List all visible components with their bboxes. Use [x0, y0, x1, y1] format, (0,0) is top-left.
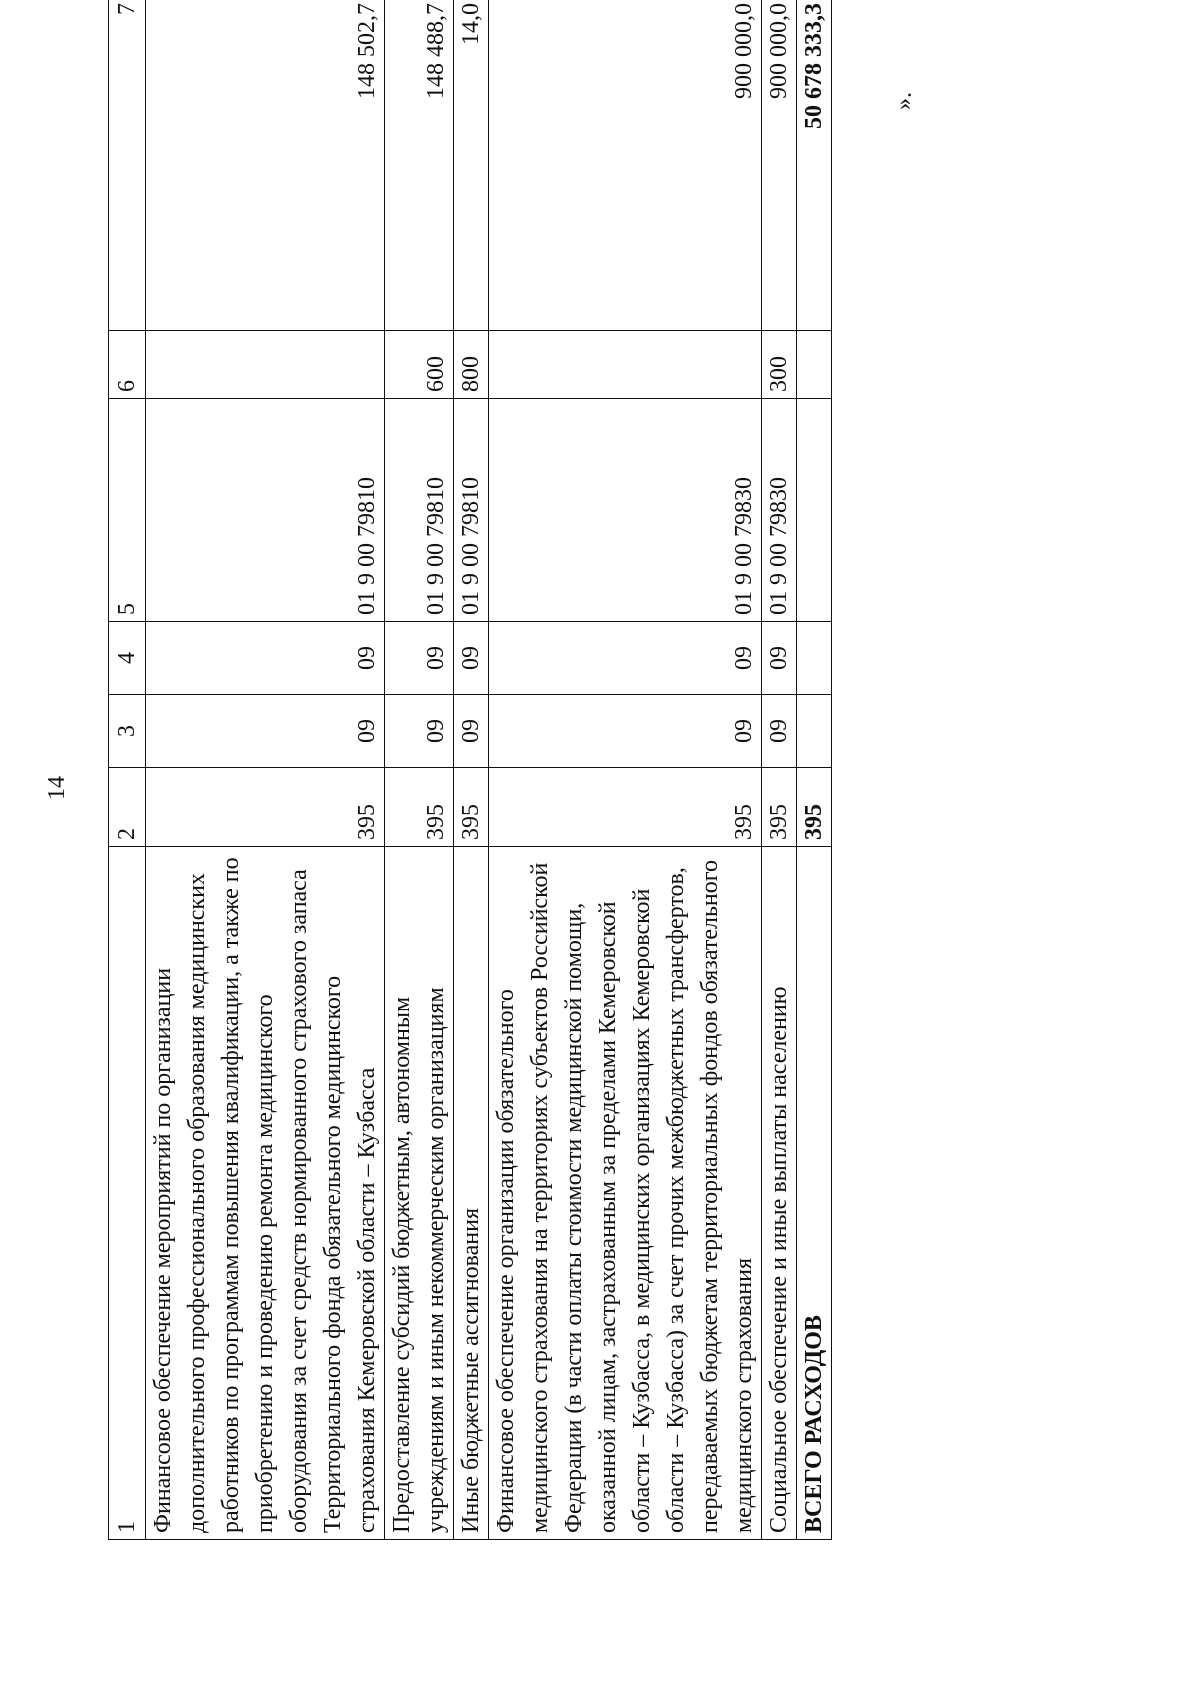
table-row: [489, 0, 762, 1540]
budget-table: [108, 0, 832, 1540]
row-col-2: 395: [454, 768, 489, 847]
row-name: Социальное обеспечение и иные выплаты населению: [762, 847, 797, 1540]
row-col-5: 01 9 00 79810: [146, 399, 385, 622]
header-col-4: 4: [109, 622, 146, 695]
row-col-7: 900 000,0: [762, 0, 797, 331]
row-col-6: 300: [762, 331, 797, 399]
header-col-7: 7: [109, 0, 146, 331]
row-col-7: 148 488,7: [385, 0, 454, 331]
row-name: Иные бюджетные ассигнования: [454, 847, 489, 1540]
header-col-1: 1: [109, 847, 146, 1540]
row-col-2: 395: [146, 768, 385, 847]
row-col-4: 09: [385, 622, 454, 695]
row-name: Финансовое обеспечение мероприятий по организации дополнительного профессионального образования медицинских работников по программам повышения квалификации, а также по приобретению и проведению ремонта медицинского оборудования за счет средств нормированного страхового запаса Территориального фонда обязательного медицинского страхования Кемеровской области – Кузбасса: [146, 847, 385, 1540]
row-col-2: 395: [762, 768, 797, 847]
header-col-3: 3: [109, 695, 146, 768]
header-col-6: 6: [109, 331, 146, 399]
header-col-5: 5: [109, 399, 146, 622]
row-col-7: 900 000,0: [489, 0, 762, 331]
row-col-2: 395: [489, 768, 762, 847]
row-col-4: 09: [454, 622, 489, 695]
total-amount: 50 678 333,3: [797, 0, 832, 331]
row-name: Предоставление субсидий бюджетным, автономным учреждениям и иным некоммерческим организациям: [385, 847, 454, 1540]
closing-quote-mark: ».: [891, 92, 917, 110]
budget-table-wrapper: [108, 3, 878, 1540]
row-col-3: 09: [489, 695, 762, 768]
row-col-6: 800: [454, 331, 489, 399]
total-col-5: [797, 399, 832, 622]
row-col-3: 09: [146, 695, 385, 768]
row-col-3: 09: [454, 695, 489, 768]
total-row: [797, 0, 832, 1540]
row-col-4: 09: [762, 622, 797, 695]
table-row: [146, 0, 385, 1540]
page-number: 14: [44, 776, 70, 800]
row-col-6: [489, 331, 762, 399]
row-col-4: 09: [146, 622, 385, 695]
total-col-6: [797, 331, 832, 399]
total-label: ВСЕГО РАСХОДОВ: [797, 847, 832, 1540]
row-name: Финансовое обеспечение организации обязательного медицинского страхования на территориях субъектов Российской Федерации (в части оплаты стоимости медицинской помощи, оказанной лицам, застрахованным за пределами Кемеровской области – Кузбасса, в медицинских организациях Кемеровской области – Кузбасса) за счет прочих межбюджетных трансфертов, передаваемых бюджетам территориальных фондов обязательного медицинского страхования: [489, 847, 762, 1540]
row-col-6: 600: [385, 331, 454, 399]
row-col-7: 148 502,7: [146, 0, 385, 331]
total-col-3: [797, 695, 832, 768]
total-col-4: [797, 622, 832, 695]
row-col-5: 01 9 00 79830: [762, 399, 797, 622]
table-row: [454, 0, 489, 1540]
total-col-2: 395: [797, 768, 832, 847]
row-col-5: 01 9 00 79810: [454, 399, 489, 622]
row-col-2: 395: [385, 768, 454, 847]
row-col-5: 01 9 00 79810: [385, 399, 454, 622]
table-row: [385, 0, 454, 1540]
row-col-5: 01 9 00 79830: [489, 399, 762, 622]
header-col-2: 2: [109, 768, 146, 847]
row-col-6: [146, 331, 385, 399]
row-col-4: 09: [489, 622, 762, 695]
row-col-3: 09: [762, 695, 797, 768]
table-header-row: [109, 0, 146, 1540]
row-col-3: 09: [385, 695, 454, 768]
row-col-7: 14,0: [454, 0, 489, 331]
table-row: [762, 0, 797, 1540]
